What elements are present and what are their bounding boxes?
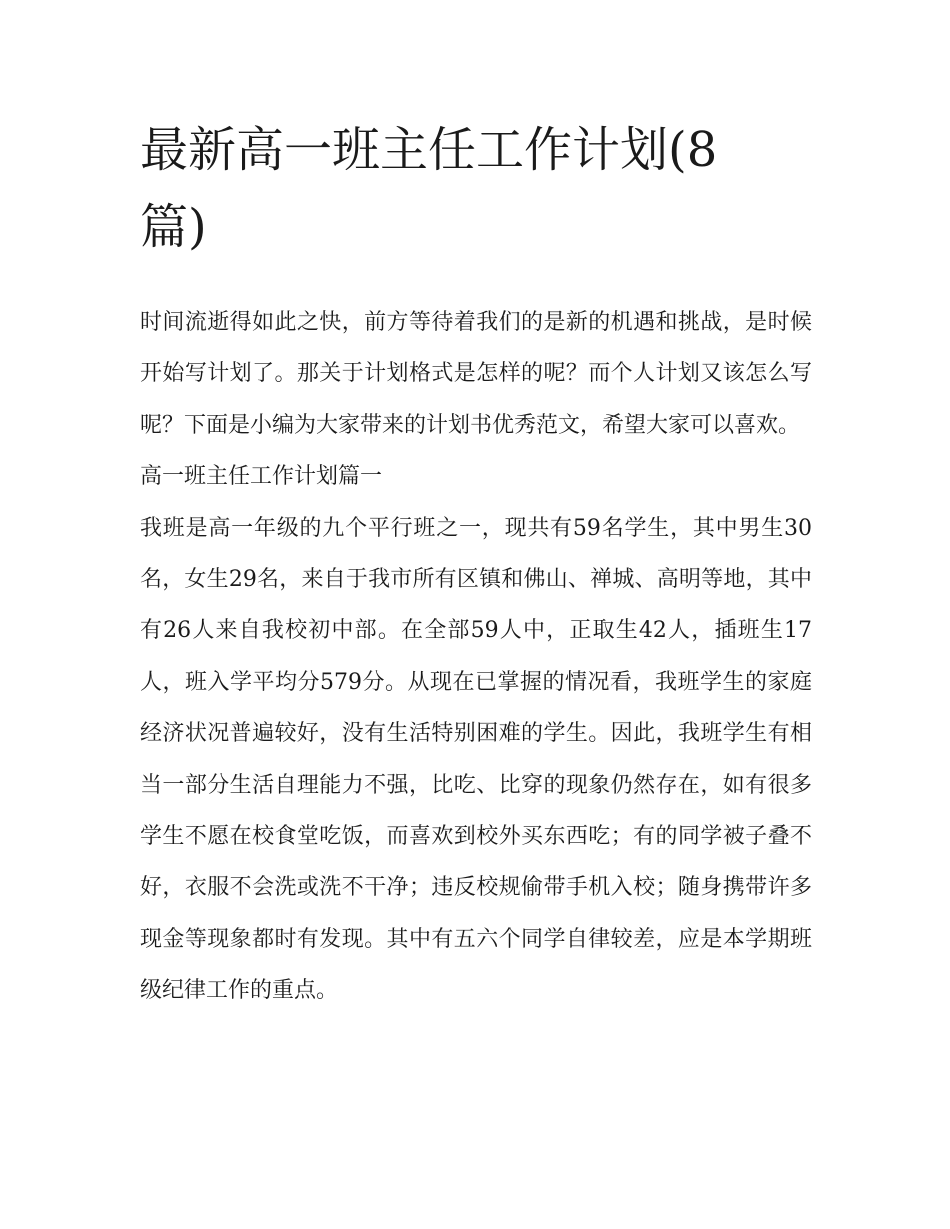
section-heading: 高一班主任工作计划篇一 — [140, 464, 383, 490]
document-page — [140, 112, 812, 1017]
intro-paragraph: 时间流逝得如此之快，前方等待着我们的是新的机遇和挑战，是时候开始写计划了。那关于计划格式是怎样的呢？而个人计划又该怎么写呢？下面是小编为大家带来的计划书优秀范文，希望大家可以喜欢。 — [140, 310, 812, 438]
document-body — [140, 297, 812, 1017]
section-body-paragraph: 我班是高一年级的九个平行班之一，现共有59名学生，其中男生30名，女生29名，来自于我市所有区镇和佛山、禅城、高明等地，其中有26人来自我校初中部。在全部59人中，正取生42人，插班生17人，班入学平均分579分。从现在已掌握的情况看，我班学生的家庭经济状况普遍较好，没有生活特别困难的学生。因此，我班学生有相当一部分生活自理能力不强，比吃、比穿的现象仍然存在，如有很多学生不愿在校食堂吃饭，而喜欢到校外买东西吃；有的同学被子叠不好，衣服不会洗或洗不干净；违反校规偷带手机入校；随身携带许多现金等现象都时有发现。其中有五六个同学自律较差，应是本学期班级纪律工作的重点。 — [140, 515, 812, 1004]
document-title: 最新高一班主任工作计划(8篇) — [140, 122, 718, 255]
